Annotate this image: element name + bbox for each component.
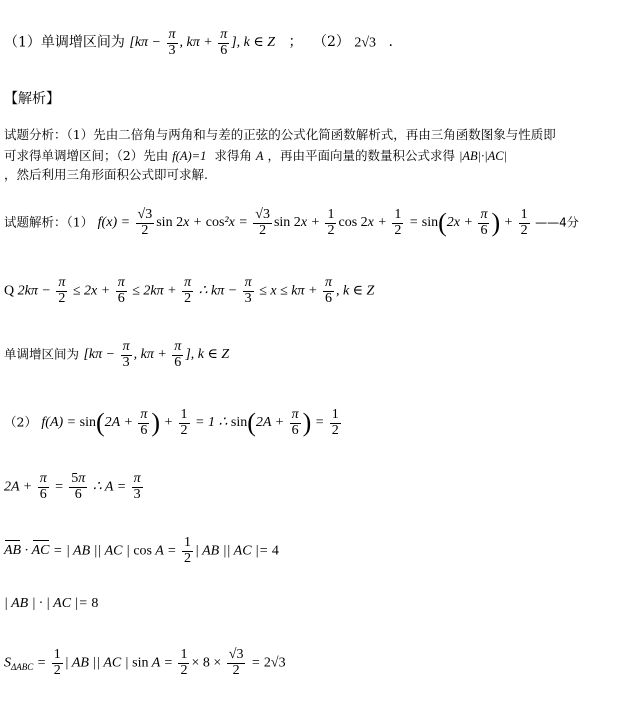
separator: ； <box>288 34 303 51</box>
part1-label: （1）单调增区间为 <box>4 34 125 51</box>
solution-label: 试题解析：（1） <box>4 214 94 230</box>
condition-equation: f(A)=1 <box>172 149 207 163</box>
product-result: 8 <box>91 596 99 611</box>
angle-var: A <box>255 149 264 163</box>
dot-result: 4 <box>271 543 279 559</box>
function-expansion: f(x) = $\frac{√3}{2}$ sin 2x + cos²x = $\frac{√3}{2}$ sin 2x + $\frac{1}{2}$ cos 2x + $\frac{1}{2}$ = sin(2x + $\frac{\pi}{6}$ ) + $\frac{1}{2}$ <box>97 207 528 238</box>
analysis-heading: 【解析】 <box>4 91 60 107</box>
part2-label: （2） <box>312 34 350 51</box>
part2-solution-label: （2） <box>4 414 37 430</box>
dot-product-line: AB · AC = | AB || AC | cos A = $\frac{1}{2}$ | AB || AC |= 4 <box>4 535 279 566</box>
part1-interval: [kπ − $\frac{\pi}{3}$ , kπ + $\frac{\pi}{6}$ ], k ∈ Z <box>129 27 279 58</box>
answer-line <box>4 28 393 58</box>
analysis-line-1: 试题分析：（1）先由二倍角与两角和与差的正弦的公式化简函数解析式，再由三角函数图象与性质即 <box>4 127 556 142</box>
monotone-inequality: Q 2kπ − $\frac{\pi}{2}$ ≤ 2x + $\frac{\pi}{6}$ ≤ 2kπ + $\frac{\pi}{2}$ ∴ kπ − $\frac{\pi}{3}$ ≤ x ≤ kπ + $\frac{\pi}{6}$ , k ∈ Z <box>4 275 375 306</box>
score-marker: ——4分 <box>535 215 579 230</box>
area-result: 2√3 <box>263 655 286 671</box>
product-expr: |AB|·|AC| <box>458 149 508 163</box>
product-line: | AB | · | AC |= 8 <box>4 596 99 611</box>
angle-solution: 2A + $\frac{\pi}{6}$ = $\frac{5\pi}{6}$ ∴ A = $\frac{\pi}{3}$ <box>4 471 141 502</box>
analysis-line-3: ，然后利用三角形面积公式即可求解. <box>4 167 208 182</box>
solution-line-2: （2） f(A) = sin(2A + $\frac{\pi}{6}$ ) + $\frac{1}{2}$ = 1 ∴ sin(2A + $\frac{\pi}{6}$ ) = $\frac{1}{2}$ <box>4 407 339 438</box>
monotone-interval-line: 单调增区间为 [kπ − $\frac{\pi}{3}$ , kπ + $\frac{\pi}{6}$ ], k ∈ Z <box>4 339 230 370</box>
area-line: $S_{\Delta ABC}$ = $\frac{1}{2}$ | AB || AC | sin A = $\frac{1}{2}$ × 8 × $\frac{√3}{2}$ = 2√3 <box>4 647 286 678</box>
solution-line-1 <box>4 208 579 238</box>
analysis-line-2: 可求得单调增区间；（2）先由 f(A)=1 求得角 A ，再由平面向量的数量积公式求得 |AB|·|AC| <box>4 148 508 163</box>
mono-label: 单调增区间为 <box>4 346 80 362</box>
part2-value: 2√3 <box>354 35 377 51</box>
answer-end: . <box>388 34 393 51</box>
